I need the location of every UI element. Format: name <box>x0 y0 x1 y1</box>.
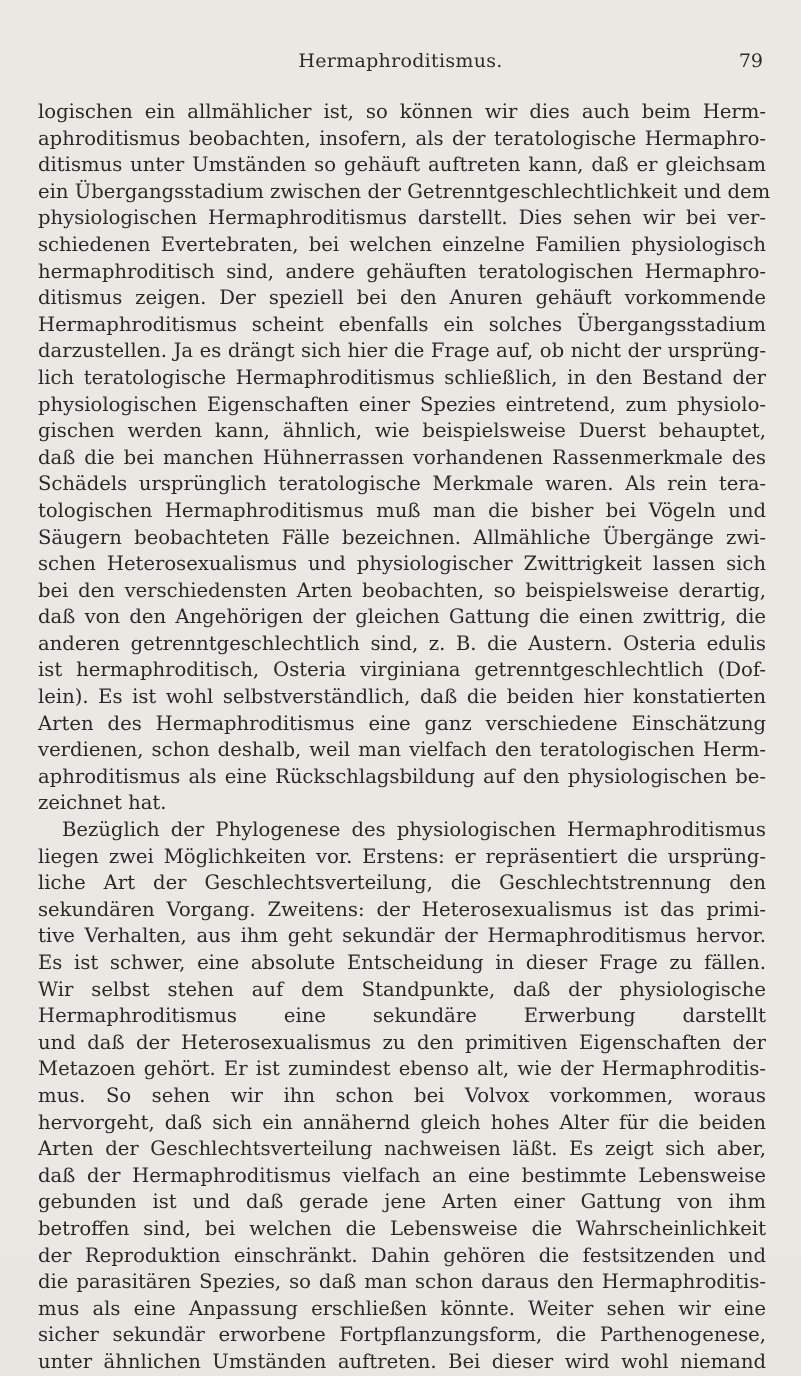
text-line: Es ist schwer, eine absolute Entscheidung in dieser Frage zu fällen. <box>38 951 766 974</box>
text-line: aphroditismus als eine Rückschlagsbildung auf den physiologischen be- <box>38 764 766 788</box>
text-line: Säugern beobachteten Fälle bezeichnen. Allmähliche Übergänge zwi- <box>38 525 766 549</box>
text-line: lich teratologische Hermaphroditismus schließlich, in den Bestand der <box>38 365 766 389</box>
text-line: Hermaphroditismus scheint ebenfalls ein solches Übergangsstadium <box>38 312 766 336</box>
text-line: mus als eine Anpassung erschließen könnte. Weiter sehen wir eine <box>38 1296 766 1320</box>
text-line: unter ähnlichen Umständen auftreten. Bei dieser wird wohl niemand <box>38 1349 766 1373</box>
text-line: daß von den Angehörigen der gleichen Gattung die einen zwittrig, die <box>38 605 766 629</box>
text-line: Schädels ursprünglich teratologische Merkmale waren. Als rein tera- <box>38 472 766 496</box>
text-line: tive Verhalten, aus ihm geht sekundär der Hermaphroditismus hervor. <box>38 924 766 948</box>
text-line: Arten des Hermaphroditismus eine ganz verschiedene Einschätzung <box>38 711 766 735</box>
text-line: Wir selbst stehen auf dem Standpunkte, daß der physiologische <box>38 977 766 1001</box>
text-line: die parasitären Spezies, so daß man schon daraus den Hermaphroditis- <box>38 1270 766 1294</box>
text-line: lein). Es ist wohl selbstverständlich, daß die beiden hier konstatierten <box>38 685 766 709</box>
text-line: ein Übergangsstadium zwischen der Getrenntgeschlechtlichkeit und dem <box>38 179 771 203</box>
text-line: sicher sekundär erworbene Fortpflanzungsform, die Parthenogenese, <box>38 1323 766 1347</box>
body-text <box>38 99 771 1376</box>
text-line: hermaphroditisch sind, andere gehäuften teratologischen Hermaphro- <box>38 259 766 283</box>
text-line: Metazoen gehört. Er ist zumindest ebenso alt, wie der Hermaphroditis- <box>38 1057 766 1081</box>
running-title: Hermaphroditismus. <box>298 50 503 72</box>
page-header <box>0 50 801 80</box>
paragraph-1 <box>38 99 771 817</box>
text-line: anderen getrenntgeschlechtlich sind, z. B. die Austern. Osteria edulis <box>38 631 766 655</box>
text-line: verdienen, schon deshalb, weil man vielfach den teratologischen Herm- <box>38 738 766 762</box>
page-number: 79 <box>738 50 763 72</box>
text-line: darzustellen. Ja es drängt sich hier die Frage auf, ob nicht der ursprüng- <box>38 339 766 363</box>
text-line: Bezüglich der Phylogenese des physiologischen Hermaphroditismus <box>62 818 766 842</box>
paragraph-2 <box>38 817 766 1375</box>
text-line: schiedenen Evertebraten, bei welchen einzelne Familien physiologisch <box>38 232 766 256</box>
text-line: bei den verschiedensten Arten beobachten, so beispielsweise derartig, <box>38 578 766 602</box>
text-line: und daß der Heterosexualismus zu den primitiven Eigenschaften der <box>38 1030 766 1054</box>
text-line: daß der Hermaphroditismus vielfach an eine bestimmte Lebensweise <box>38 1163 766 1187</box>
text-line: gischen werden kann, ähnlich, wie beispielsweise Duerst behauptet, <box>38 419 766 443</box>
text-line: ditismus zeigen. Der speziell bei den Anuren gehäuft vorkommende <box>38 286 766 310</box>
text-line: daß die bei manchen Hühnerrassen vorhandenen Rassenmerkmale des <box>38 445 766 469</box>
text-line: mus. So sehen wir ihn schon bei Volvox vorkommen, woraus <box>38 1083 766 1107</box>
text-line: Hermaphroditismus eine sekundäre Erwerbung darstellt <box>38 1004 766 1028</box>
text-line: Arten der Geschlechtsverteilung nachweisen läßt. Es zeigt sich aber, <box>38 1137 766 1161</box>
text-line: schen Heterosexualismus und physiologischer Zwittrigkeit lassen sich <box>38 552 766 576</box>
text-line: betroffen sind, bei welchen die Lebensweise die Wahrscheinlichkeit <box>38 1216 766 1240</box>
text-line: logischen ein allmählicher ist, so können wir dies auch beim Herm- <box>38 100 766 123</box>
text-line: hervorgeht, daß sich ein annähernd gleich hohes Alter für die beiden <box>38 1110 766 1134</box>
text-line: der Reproduktion einschränkt. Dahin gehören die festsitzenden und <box>38 1243 766 1267</box>
text-line: zeichnet hat. <box>38 791 167 815</box>
text-line: ditismus unter Umständen so gehäuft auftreten kann, daß er gleichsam <box>38 153 766 177</box>
text-line: gebunden ist und daß gerade jene Arten einer Gattung von ihm <box>38 1190 766 1214</box>
text-line: tologischen Hermaphroditismus muß man die bisher bei Vögeln und <box>38 498 766 522</box>
text-line: liegen zwei Möglichkeiten vor. Erstens: er repräsentiert die ursprüng- <box>38 844 766 868</box>
text-line: ist hermaphroditisch, Osteria virginiana getrenntgeschlechtlich (Dof- <box>38 658 766 682</box>
text-line: liche Art der Geschlechtsverteilung, die Geschlechtstrennung den <box>38 871 766 895</box>
text-line: physiologischen Eigenschaften einer Spezies eintretend, zum physiolo- <box>38 392 766 416</box>
text-line: aphroditismus beobachten, insofern, als der teratologische Hermaphro- <box>38 126 766 150</box>
text-line: physiologischen Hermaphroditismus darstellt. Dies sehen wir bei ver- <box>38 206 766 230</box>
text-line: sekundären Vorgang. Zweitens: der Heterosexualismus ist das primi- <box>38 897 766 921</box>
